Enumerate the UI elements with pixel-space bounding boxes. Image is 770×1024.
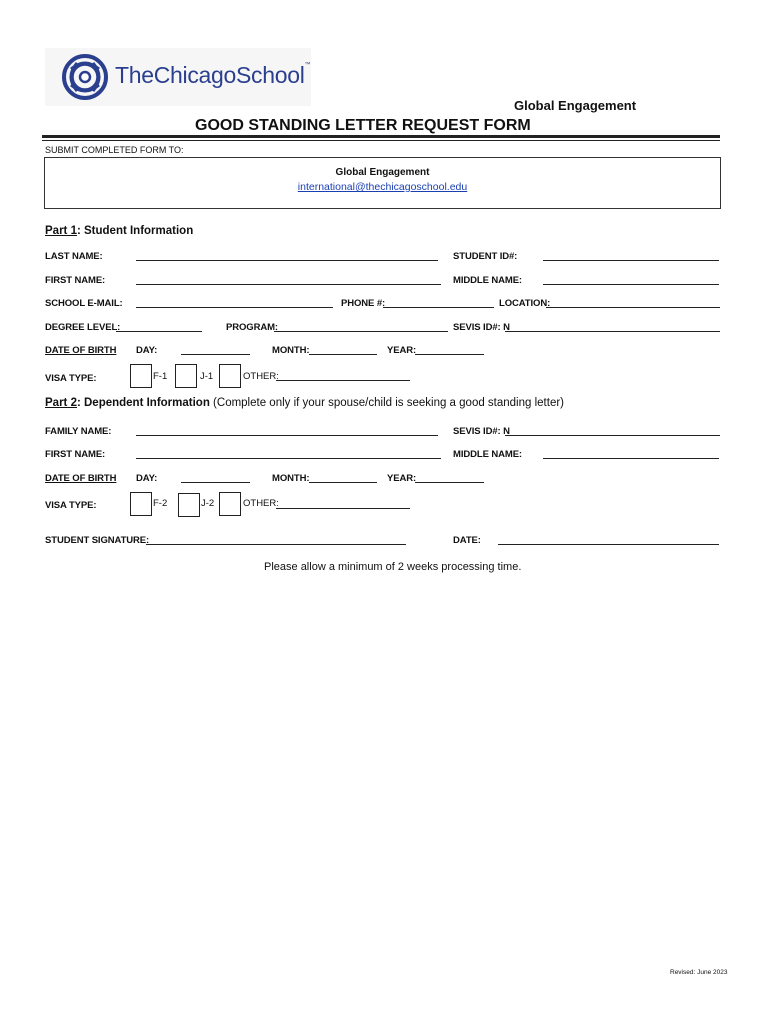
- middle-name-label: MIDDLE NAME:: [453, 275, 522, 286]
- visa-f2-checkbox[interactable]: [130, 492, 152, 516]
- program-field[interactable]: [274, 331, 448, 332]
- dep-visa-other-checkbox[interactable]: [219, 492, 241, 516]
- phone-field[interactable]: [383, 307, 494, 308]
- visa-f1-checkbox[interactable]: [130, 364, 152, 388]
- visa-f2-label: F-2: [153, 498, 168, 509]
- student-signature-label: STUDENT SIGNATURE:: [45, 535, 150, 546]
- sevis-id-field[interactable]: [505, 331, 720, 332]
- dob-day-label: DAY:: [136, 345, 158, 356]
- page-title: GOOD STANDING LETTER REQUEST FORM: [195, 117, 531, 134]
- revised-date: Revised: June 2023: [670, 969, 728, 976]
- signature-date-label: DATE:: [453, 535, 481, 546]
- submit-label: SUBMIT COMPLETED FORM TO:: [45, 145, 184, 155]
- dob-day-field[interactable]: [181, 354, 250, 355]
- logo: [45, 48, 311, 106]
- location-field[interactable]: [546, 307, 720, 308]
- dep-middle-name-label: MIDDLE NAME:: [453, 449, 522, 460]
- student-id-label: STUDENT ID#:: [453, 251, 518, 262]
- dep-visa-other-field[interactable]: [276, 508, 410, 509]
- chicago-school-knot-icon: [61, 53, 109, 101]
- visa-j1-checkbox[interactable]: [175, 364, 197, 388]
- family-name-field[interactable]: [136, 435, 438, 436]
- logo-wordmark: TheChicagoSchool™: [115, 62, 311, 88]
- location-label: LOCATION:: [499, 298, 551, 309]
- phone-label: PHONE #:: [341, 298, 386, 309]
- dob-label: DATE OF BIRTH: [45, 345, 117, 356]
- dep-sevis-id-label: SEVIS ID#: N: [453, 426, 510, 437]
- school-email-field[interactable]: [136, 307, 333, 308]
- dep-first-name-label: FIRST NAME:: [45, 449, 106, 460]
- sevis-id-label: SEVIS ID#: N: [453, 322, 510, 333]
- middle-name-field[interactable]: [543, 284, 719, 285]
- student-id-field[interactable]: [543, 260, 719, 261]
- degree-level-label: DEGREE LEVEL:: [45, 322, 121, 333]
- dep-sevis-id-field[interactable]: [505, 435, 720, 436]
- dep-dob-month-label: MONTH:: [272, 473, 310, 484]
- dep-dob-label: DATE OF BIRTH: [45, 473, 117, 484]
- student-signature-field[interactable]: [146, 544, 406, 545]
- dob-month-label: MONTH:: [272, 345, 310, 356]
- dep-visa-other-label: OTHER:: [243, 498, 279, 509]
- dep-first-name-field[interactable]: [136, 458, 441, 459]
- visa-j1-label: J-1: [200, 371, 214, 382]
- dep-middle-name-field[interactable]: [543, 458, 719, 459]
- submit-office: Global Engagement: [335, 167, 430, 178]
- visa-f1-label: F-1: [153, 371, 168, 382]
- visa-j2-checkbox[interactable]: [178, 493, 200, 517]
- title-rule-thick: [42, 135, 720, 138]
- part1-heading: Part 1: Student Information: [45, 225, 194, 237]
- first-name-label: FIRST NAME:: [45, 275, 106, 286]
- first-name-field[interactable]: [136, 284, 441, 285]
- visa-other-field[interactable]: [276, 380, 410, 381]
- visa-j2-label: J-2: [201, 498, 215, 509]
- dep-dob-year-field[interactable]: [415, 482, 484, 483]
- dep-visa-type-label: VISA TYPE:: [45, 500, 97, 511]
- processing-notice: Please allow a minimum of 2 weeks processing time.: [264, 561, 522, 573]
- department-heading: Global Engagement: [514, 98, 637, 113]
- dep-dob-day-label: DAY:: [136, 473, 158, 484]
- degree-level-field[interactable]: [116, 331, 202, 332]
- part2-heading: Part 2: Dependent Information (Complete only if your spouse/child is seeking a good standing letter): [45, 397, 564, 409]
- family-name-label: FAMILY NAME:: [45, 426, 112, 437]
- dep-dob-day-field[interactable]: [181, 482, 250, 483]
- submit-box: [44, 157, 721, 209]
- dob-year-field[interactable]: [415, 354, 484, 355]
- dep-dob-year-label: YEAR:: [387, 473, 417, 484]
- submit-email-link[interactable]: international@thechicagoschool.edu: [297, 181, 468, 193]
- visa-other-checkbox[interactable]: [219, 364, 241, 388]
- last-name-label: LAST NAME:: [45, 251, 103, 262]
- program-label: PROGRAM:: [226, 322, 278, 333]
- visa-other-label: OTHER:: [243, 371, 279, 382]
- last-name-field[interactable]: [136, 260, 438, 261]
- dep-dob-month-field[interactable]: [309, 482, 377, 483]
- title-rule-thin: [42, 140, 720, 141]
- dob-year-label: YEAR:: [387, 345, 417, 356]
- dob-month-field[interactable]: [309, 354, 377, 355]
- visa-type-label: VISA TYPE:: [45, 373, 97, 384]
- school-email-label: SCHOOL E-MAIL:: [45, 298, 123, 309]
- signature-date-field[interactable]: [498, 544, 719, 545]
